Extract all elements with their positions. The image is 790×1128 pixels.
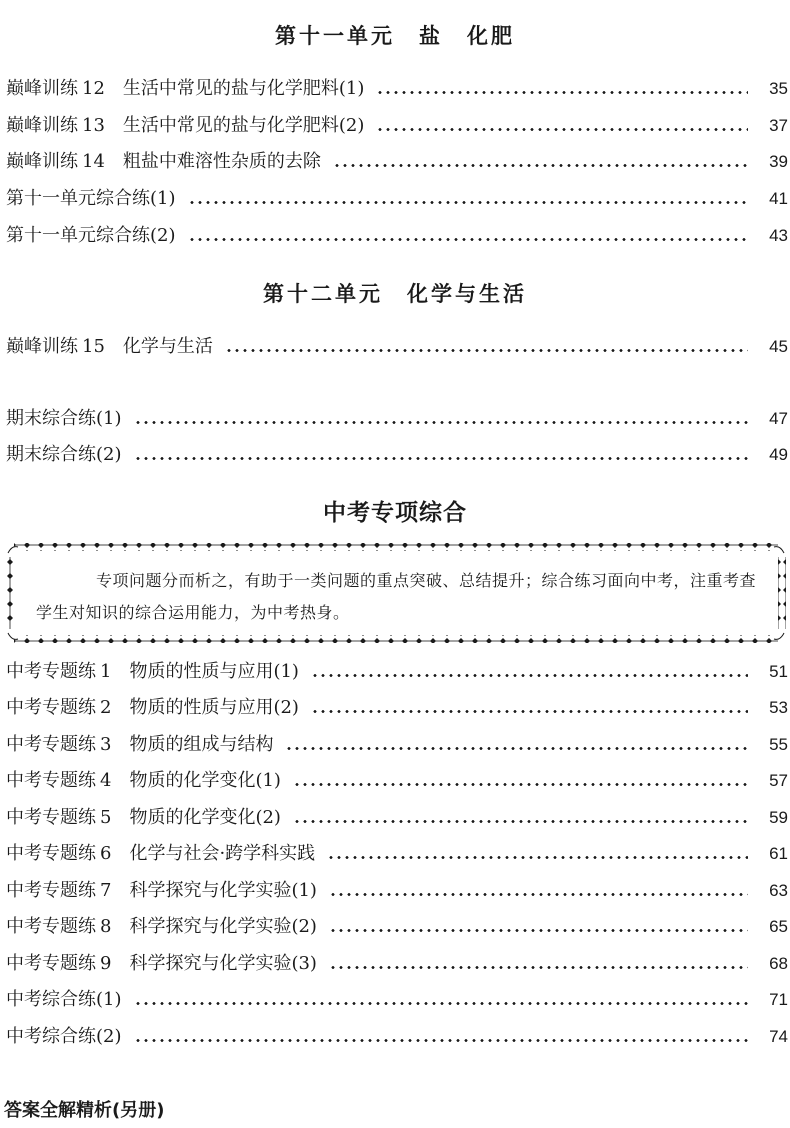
- entry-page: 55: [769, 735, 788, 754]
- toc-entry[interactable]: [6, 657, 788, 683]
- entry-prefix: 中考专题练 6: [6, 843, 112, 864]
- entry-page: 71: [769, 990, 788, 1009]
- entry-title: 科学探究与化学实验(2): [129, 916, 317, 937]
- toc-entry[interactable]: [6, 803, 788, 829]
- entry-prefix: 中考专题练 9: [6, 953, 112, 974]
- toc-entry[interactable]: [6, 147, 788, 173]
- entry-prefix: 巅峰训练 15: [6, 336, 105, 357]
- dot-leader: [333, 164, 748, 167]
- dot-leader: [376, 128, 748, 131]
- entry-page: 74: [769, 1027, 788, 1046]
- toc-entry[interactable]: [6, 693, 788, 719]
- entry-prefix: 第十一单元综合练(1): [6, 188, 176, 209]
- entry-page: 45: [769, 337, 788, 356]
- entry-title: 生活中常见的盐与化学肥料(2): [122, 115, 365, 136]
- entry-prefix: 期末综合练(2): [6, 444, 122, 465]
- toc-entry[interactable]: [6, 221, 788, 247]
- entry-prefix: 中考综合练(1): [6, 989, 122, 1010]
- toc-entry[interactable]: [6, 111, 788, 137]
- toc-entry[interactable]: [6, 440, 788, 466]
- entry-prefix: 中考专题练 2: [6, 697, 112, 718]
- dot-leader: [134, 1002, 749, 1005]
- zhongkao-heading: 中考专项综合: [323, 500, 467, 526]
- entry-page: 49: [769, 445, 788, 464]
- entry-page: 63: [769, 881, 788, 900]
- entry-page: 43: [769, 226, 788, 245]
- entry-page: 53: [769, 698, 788, 717]
- toc-entry[interactable]: [6, 404, 788, 430]
- entry-page: 39: [769, 152, 788, 171]
- dot-leader: [188, 238, 749, 241]
- entry-page: 41: [769, 189, 788, 208]
- toc-entry[interactable]: [6, 876, 788, 902]
- dot-leader: [327, 856, 748, 859]
- note-text: 专项问题分而析之，有助于一类问题的重点突破、总结提升；综合练习面向中考，注重考查学生对知识的综合运用能力，为中考热身。: [36, 571, 757, 622]
- entry-page: 59: [769, 808, 788, 827]
- dot-leader: [329, 966, 748, 969]
- entry-prefix: 中考专题练 3: [6, 734, 112, 755]
- toc-entry[interactable]: [6, 912, 788, 938]
- entry-prefix: 中考专题练 4: [6, 770, 112, 791]
- dot-leader: [376, 91, 748, 94]
- answer-key-note: 答案全解精析(另册): [4, 1100, 165, 1121]
- entry-page: 68: [769, 954, 788, 973]
- dot-leader: [329, 929, 748, 932]
- entry-prefix: 中考专题练 7: [6, 880, 112, 901]
- toc-entry[interactable]: [6, 332, 788, 358]
- toc-entry[interactable]: [6, 1022, 788, 1048]
- entry-prefix: 中考综合练(2): [6, 1026, 122, 1047]
- dot-leader: [134, 421, 749, 424]
- note-box: [6, 541, 786, 645]
- unit-11-heading: 第十一单元 盐 化肥: [275, 24, 515, 48]
- dot-leader: [329, 893, 748, 896]
- entry-title: 化学与生活: [122, 336, 213, 357]
- entry-title: 物质的化学变化(1): [129, 770, 281, 791]
- entry-title: 生活中常见的盐与化学肥料(1): [122, 78, 365, 99]
- toc-entry[interactable]: [6, 949, 788, 975]
- entry-title: 物质的化学变化(2): [129, 807, 281, 828]
- entry-page: 65: [769, 917, 788, 936]
- entry-title: 物质的组成与结构: [129, 734, 274, 755]
- dot-leader: [285, 747, 748, 750]
- dot-leader: [293, 820, 748, 823]
- entry-title: 化学与社会·跨学科实践: [129, 843, 316, 864]
- dot-leader: [293, 783, 748, 786]
- entry-title: 物质的性质与应用(2): [129, 697, 299, 718]
- entry-prefix: 中考专题练 5: [6, 807, 112, 828]
- entry-prefix: 巅峰训练 14: [6, 151, 105, 172]
- entry-prefix: 中考专题练 1: [6, 661, 112, 682]
- dot-leader: [225, 349, 748, 352]
- entry-title: 科学探究与化学实验(3): [129, 953, 317, 974]
- entry-title: 物质的性质与应用(1): [129, 661, 299, 682]
- entry-page: 57: [769, 771, 788, 790]
- dot-leader: [311, 710, 748, 713]
- entry-title: 科学探究与化学实验(1): [129, 880, 317, 901]
- entry-title: 粗盐中难溶性杂质的去除: [122, 151, 321, 172]
- entry-page: 37: [769, 116, 788, 135]
- entry-prefix: 巅峰训练 13: [6, 115, 105, 136]
- entry-page: 61: [769, 844, 788, 863]
- unit-12-heading: 第十二单元 化学与生活: [263, 282, 527, 306]
- entry-prefix: 巅峰训练 12: [6, 78, 105, 99]
- entry-prefix: 第十一单元综合练(2): [6, 225, 176, 246]
- dot-leader: [134, 1039, 749, 1042]
- toc-entry[interactable]: [6, 766, 788, 792]
- entry-prefix: 中考专题练 8: [6, 916, 112, 937]
- dot-leader: [134, 457, 749, 460]
- toc-entry[interactable]: [6, 730, 788, 756]
- toc-entry[interactable]: [6, 839, 788, 865]
- entry-page: 47: [769, 409, 788, 428]
- entry-prefix: 期末综合练(1): [6, 408, 122, 429]
- dot-leader: [311, 674, 748, 677]
- entry-page: 35: [769, 79, 788, 98]
- entry-page: 51: [769, 662, 788, 681]
- toc-entry[interactable]: [6, 985, 788, 1011]
- toc-entry[interactable]: [6, 184, 788, 210]
- dot-leader: [188, 201, 749, 204]
- toc-entry[interactable]: [6, 74, 788, 100]
